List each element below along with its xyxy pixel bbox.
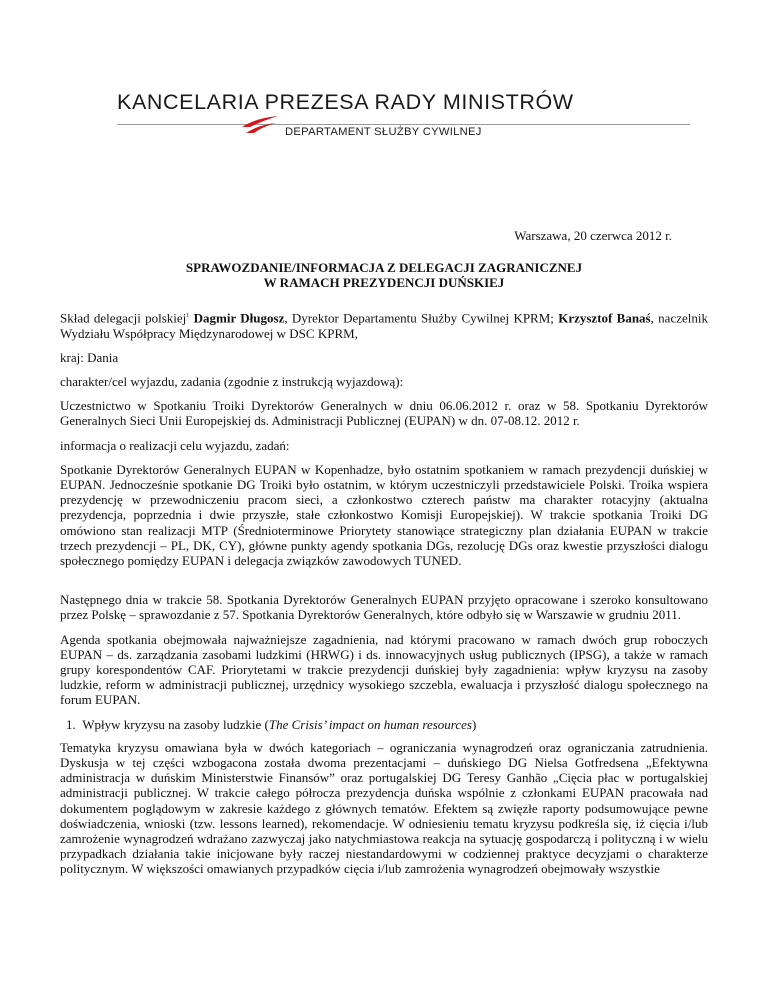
- flag-logo-icon: [240, 115, 280, 135]
- document-title: [60, 260, 708, 290]
- delegate-2-role: , naczelnik Wydziału Współpracy Międzynarodowej w DSC KPRM,: [60, 310, 708, 341]
- delegate-1-name: Dagmir Długosz: [193, 310, 285, 326]
- header-divider: [117, 124, 690, 125]
- delegate-2-name: Krzysztof Banaś: [558, 310, 651, 326]
- delegation-label: Skład delegacji polskiej: [60, 310, 187, 326]
- section-heading-1: [60, 717, 708, 732]
- purpose-label: charakter/cel wyjazdu, zadania (zgodnie z instrukcją wyjazdową):: [60, 373, 404, 389]
- paragraph-crisis: Tematyka kryzysu omawiana była w dwóch kategoriach – ograniczania wynagrodzeń oraz ograniczania zatrudnienia. Dyskusja w tej części wzbogacona została dwoma prezentacjami – duńskiego DG Nielsa Gotfredsena „Efektywna administracja w duńskim Ministerstwie Finansów” oraz portugalskiej DG Teresy Ganhão „Cięcia płac w portugalskiej administracji publicznej. W trakcie całego półrocza prezydencja duńska wspólnie z członkami EUPAN pracowała nad dokumentem poglądowym w zakresie każdego z głównych tematów. Efektem są zwięzłe raporty podsumowujące pewne doświadczenia, wnioski (tzw. lessons learned), rekomendacje. W odniesieniu tematu kryzysu podkreśla się, iż cięcia i/lub zamrożenie wynagrodzeń wdrażano zazwyczaj jako natychmiastowa reakcja na sytuację gospodarczą i polityczną i w wielu przypadkach działania takie inicjowane były raczej niestandardowymi w codziennej praktyce decyzjami o charakterze politycznym. W większości omawianych przypadków cięcia i/lub zamrożenia wynagrodzeń obejmowały wszystkie: [60, 739, 708, 877]
- date-line: Warszawa, 20 czerwca 2012 r.: [514, 228, 672, 243]
- paragraph-troika: Spotkanie Dyrektorów Generalnych EUPAN w Kopenhadze, było ostatnim spotkaniem w ramach prezydencji duńskiej w EUPAN. Jednocześnie spotkanie DG Troiki było ostatnim, w którym uczestniczyli przedstawiciele Polski. Troika wspiera prezydencję w przewodniczeniu pracom sieci, a członkostwo czterech państw ma charakter rotacyjny (aktualna prezydencja, poprzednia i dwie przyszłe, stałe członkostwo Komisji Europejskiej). W trakcie spotkania Troiki DG omówiono stan realizacji MTP (Średnioterminowe Priorytety stanowiące strategiczny plan działania EUPAN w trakcie trzech prezydencji – PL, DK, CY), główne punkty agendy spotkania DGs, rezolucję DGs oraz kwestie przyszłości dialogu społecznego pomiędzy EUPAN i delegacja związków zawodowych TUNED.: [60, 461, 708, 568]
- purpose-text: Uczestnictwo w Spotkaniu Troiki Dyrektorów Generalnych w dniu 06.06.2012 r. oraz w 58. Spotkaniu Dyrektorów Generalnych Sieci Unii Europejskiej ds. Administracji Publicznej (EUPAN) w dn. 07-08.12. 2012 r.: [60, 398, 708, 429]
- realization-label: informacja o realizacji celu wyjazdu, zadań:: [60, 437, 290, 453]
- section-italic: The Crisis’ impact on human resources: [268, 716, 472, 732]
- title-line-1: SPRAWOZDANIE/INFORMACJA Z DELEGACJI ZAGRANICZNEJ: [185, 260, 583, 275]
- paragraph-meeting: Następnego dnia w trakcie 58. Spotkania Dyrektorów Generalnych EUPAN przyjęto opracowane i szeroko konsultowano przez Polskę – sprawozdanie z 57. Spotkania Dyrektorów Generalnych, które odbyło się w Warszawie w grudniu 2011.: [60, 592, 708, 623]
- flag-stripe-top: [242, 116, 278, 127]
- section-number: 1.: [66, 716, 76, 732]
- section-close: ): [471, 716, 477, 732]
- document-body: [60, 309, 708, 886]
- org-title: KANCELARIA PREZESA RADY MINISTRÓW: [117, 90, 574, 114]
- title-line-2: W RAMACH PREZYDENCJI DUŃSKIEJ: [263, 275, 505, 290]
- footnote-mark: 1: [186, 313, 190, 319]
- country-line: kraj: Dania: [60, 349, 119, 365]
- delegate-1-role: , Dyrektor Departamentu Służby Cywilnej KPRM;: [284, 310, 559, 326]
- section-text: Wpływ kryzysu na zasoby ludzkie (: [82, 716, 269, 732]
- delegation-paragraph: [60, 309, 708, 341]
- paragraph-agenda: Agenda spotkania obejmowała najważniejsze zagadnienia, nad którymi pracowano w ramach dwóch grup roboczych EUPAN – ds. zarządzania zasobami ludzkimi (HRWG) i ds. innowacyjnych usług publicznych (IPSG), a także w ramach grupy korespondentów CAF. Priorytetami w trakcie prezydencji duńskiej były zagadnienia: wpływ kryzysu na zasoby ludzkie, reform w administracji publicznej, urzędnicy wysokiego szczebla, ewaluacja i przyszłość dialogu społecznego na forum EUPAN.: [60, 631, 708, 708]
- department-name: DEPARTAMENT SŁUŻBY CYWILNEJ: [285, 126, 482, 138]
